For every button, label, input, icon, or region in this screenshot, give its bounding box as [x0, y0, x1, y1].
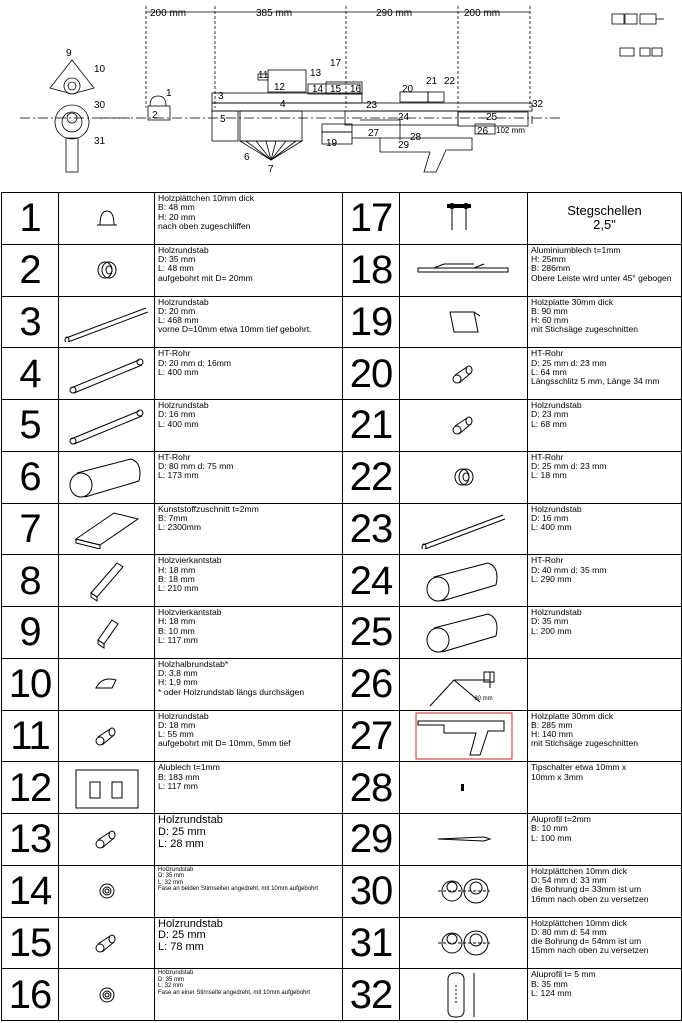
part-description: Holzplättchen 10mm dick B: 48 mm H: 20 mm nach oben zugeschliffen [155, 193, 343, 245]
part-description: Kunststoffzuschnitt t=2mm B: 7mm L: 2300mm [155, 503, 343, 555]
part-number: 22 [343, 451, 400, 503]
table-row [2, 555, 682, 607]
part-description: Holzvierkantstab H: 18 mm B: 10 mm L: 117 mm [155, 607, 343, 659]
callout-labels [66, 48, 544, 175]
part-number: 16 [2, 969, 59, 1021]
part-number: 28 [343, 762, 400, 814]
table-row [2, 917, 682, 969]
table-row [2, 296, 682, 348]
small-cylinder-icon [59, 814, 155, 866]
block-icon [400, 296, 528, 348]
bracket-icon [400, 658, 528, 710]
part-description: HT-Rohr D: 80 mm d: 75 mm L: 173 mm [155, 451, 343, 503]
callout-10: 10 [94, 64, 106, 75]
part-number: 3 [2, 296, 59, 348]
part-description: HT-Rohr D: 20 mm d: 16mm L: 400 mm [155, 348, 343, 400]
tube-icon [400, 607, 528, 659]
part-number: 5 [2, 400, 59, 452]
callout-3: 3 [218, 91, 224, 102]
callout-17: 17 [330, 58, 342, 69]
part-description: Holzrundstab D: 18 mm L: 55 mm aufgebohrt mit D= 10mm, 5mm tief [155, 710, 343, 762]
callout-27: 27 [368, 128, 380, 139]
callout-2: 2 [152, 110, 158, 121]
part-number: 31 [343, 917, 400, 969]
dim-385: 385 mm [256, 8, 293, 19]
switch-icon [400, 762, 528, 814]
dim-290: 290 mm [376, 8, 413, 19]
callout-21: 21 [426, 76, 438, 87]
part-description: Stegschellen 2,5" [528, 193, 682, 245]
callout-14: 14 [312, 84, 324, 95]
part-number: 27 [343, 710, 400, 762]
part-number: 6 [2, 451, 59, 503]
square-bar-icon [59, 555, 155, 607]
small-cylinder-icon [59, 710, 155, 762]
part-number: 24 [343, 555, 400, 607]
assembly-drawing [0, 0, 682, 192]
table-row [2, 607, 682, 659]
table-row [2, 710, 682, 762]
part-description: Aluminiumblech t=1mm H: 25mm B: 286mm Obere Leiste wird unter 45° gebogen [528, 244, 682, 296]
part-number: 1 [2, 193, 59, 245]
bracket-dimension: 80 mm [474, 696, 493, 703]
part-description: Holzrundstab D: 20 mm L: 468 mm vorne D=10mm etwa 10mm tief gebohrt. [155, 296, 343, 348]
grip-icon [400, 710, 528, 762]
callout-22: 22 [444, 76, 456, 87]
callout-9: 9 [66, 48, 72, 59]
callout-5: 5 [220, 114, 226, 125]
part-number: 29 [343, 814, 400, 866]
table-row [2, 865, 682, 917]
small-cylinder-icon [400, 400, 528, 452]
callout-19: 19 [326, 138, 338, 149]
ring-icon [59, 244, 155, 296]
strip-icon [59, 503, 155, 555]
part-number: 13 [2, 814, 59, 866]
callout-23: 23 [366, 100, 378, 111]
callout-26: 26 [477, 126, 489, 137]
table-row [2, 969, 682, 1021]
rod-icon [59, 348, 155, 400]
small-cylinder-icon [400, 348, 528, 400]
part-number: 21 [343, 400, 400, 452]
part-number: 2 [2, 244, 59, 296]
table-row [2, 658, 682, 710]
clamps-icon [400, 193, 528, 245]
parts-list-table [1, 192, 682, 1021]
part-number: 7 [2, 503, 59, 555]
callout-1: 1 [166, 88, 172, 99]
callout-20: 20 [402, 84, 414, 95]
part-description: Holzplättchen 10mm dick D: 54 mm d: 33 mm die Bohrung d= 33mm ist um 16mm nach oben zu versetzen [528, 865, 682, 917]
slot-plate-icon [400, 969, 528, 1021]
table-row [2, 400, 682, 452]
part-number: 19 [343, 296, 400, 348]
part-description: Aluprofil t=2mm B: 10 mm L: 100 mm [528, 814, 682, 866]
part-description: Holzhalbrundstab* D: 3,8 mm H: 1,9 mm * oder Holzrundstab längs durchsägen [155, 658, 343, 710]
table-row [2, 762, 682, 814]
part-number: 11 [2, 710, 59, 762]
table-row [2, 814, 682, 866]
part-number: 12 [2, 762, 59, 814]
callout-30: 30 [94, 100, 106, 111]
part-number: 17 [343, 193, 400, 245]
part-number: 18 [343, 244, 400, 296]
part-number: 4 [2, 348, 59, 400]
rod-icon [59, 400, 155, 452]
part-number: 8 [2, 555, 59, 607]
callout-7: 7 [268, 164, 274, 175]
ring-plate-icon [400, 865, 528, 917]
table-row [2, 451, 682, 503]
tube-icon [400, 555, 528, 607]
part-description: Holzrundstab D: 35 mm L: 32 mm Fase an beiden Stirnseiten angedreht, mit 10mm aufgebohrt [155, 865, 343, 917]
ring-plate-icon [400, 917, 528, 969]
tube-icon [59, 451, 155, 503]
part-number: 26 [343, 658, 400, 710]
part-description: Holzrundstab D: 35 mm L: 48 mm aufgebohrt mit D= 20mm [155, 244, 343, 296]
part-description: Holzrundstab D: 35 mm L: 200 mm [528, 607, 682, 659]
part-description: Holzrundstab D: 16 mm L: 400 mm [528, 503, 682, 555]
disc-icon [59, 969, 155, 1021]
callout-31: 31 [94, 136, 106, 147]
callout-15: 15 [330, 84, 342, 95]
part-description: HT-Rohr D: 25 mm d: 23 mm L: 18 mm [528, 451, 682, 503]
dim-200-b: 200 mm [464, 8, 501, 19]
part-description: Holzrundstab D: 23 mm L: 68 mm [528, 400, 682, 452]
callout-29: 29 [398, 140, 410, 151]
part-description: Alublech t=1mm B: 183 mm L: 117 mm [155, 762, 343, 814]
callout-12: 12 [274, 82, 286, 93]
bell-icon [59, 193, 155, 245]
callout-11: 11 [258, 70, 269, 81]
part-number: 25 [343, 607, 400, 659]
long-rod-icon [400, 503, 528, 555]
dim-102: 102 mm [496, 126, 525, 135]
part-number: 32 [343, 969, 400, 1021]
table-row [2, 348, 682, 400]
part-description: Holzrundstab D: 16 mm L: 400 mm [155, 400, 343, 452]
table-row [2, 244, 682, 296]
part-description: Holzplatte 30mm dick B: 285 mm H: 140 mm mit Stichsäge zugeschnitten [528, 710, 682, 762]
callout-28: 28 [410, 132, 422, 143]
part-description: Holzplättchen 10mm dick D: 80 mm d: 54 mm die Bohrung d= 54mm ist um 15mm nach oben zu versetzen [528, 917, 682, 969]
part-number: 10 [2, 658, 59, 710]
part-description: Holzrundstab D: 25 mm L: 28 mm [155, 814, 343, 866]
short-bar-icon [59, 607, 155, 659]
part-description [528, 658, 682, 710]
callout-6: 6 [244, 152, 250, 163]
disc-icon [59, 865, 155, 917]
callout-32: 32 [532, 99, 544, 110]
alu-profile-icon [400, 814, 528, 866]
ring-icon [400, 451, 528, 503]
part-number: 20 [343, 348, 400, 400]
callout-4: 4 [280, 99, 286, 110]
sheet-icon [59, 762, 155, 814]
callout-13: 13 [310, 68, 322, 79]
long-rod-icon [59, 296, 155, 348]
profile-sheet-icon [400, 244, 528, 296]
part-description: Holzrundstab D: 25 mm L: 78 mm [155, 917, 343, 969]
small-cylinder-icon [59, 917, 155, 969]
callout-24: 24 [398, 112, 410, 123]
part-number: 30 [343, 865, 400, 917]
part-description: Holzplatte 30mm dick B: 90 mm H: 60 mm mit Stichsäge zugeschnitten [528, 296, 682, 348]
part-number: 14 [2, 865, 59, 917]
part-description: HT-Rohr D: 40 mm d: 35 mm L: 290 mm [528, 555, 682, 607]
half-round-icon [59, 658, 155, 710]
part-number: 15 [2, 917, 59, 969]
part-description: Holzvierkantstab H: 18 mm B: 18 mm L: 210 mm [155, 555, 343, 607]
part-number: 9 [2, 607, 59, 659]
callout-16: 16 [350, 84, 362, 95]
callout-25: 25 [486, 112, 498, 123]
part-description: Tipschalter etwa 10mm x 10mm x 3mm [528, 762, 682, 814]
part-description: HT-Rohr D: 25 mm d: 23 mm L: 64 mm Längsschlitz 5 mm, Länge 34 mm [528, 348, 682, 400]
table-row [2, 193, 682, 245]
table-row [2, 503, 682, 555]
dim-200-a: 200 mm [150, 8, 187, 19]
part-description: Holzrundstab D: 35 mm L: 32 mm Fase an einer Stirnseite angedreht, mit 10mm aufgebohrt [155, 969, 343, 1021]
part-number: 23 [343, 503, 400, 555]
part-description: Aluprofil t= 5 mm B: 35 mm L: 124 mm [528, 969, 682, 1021]
